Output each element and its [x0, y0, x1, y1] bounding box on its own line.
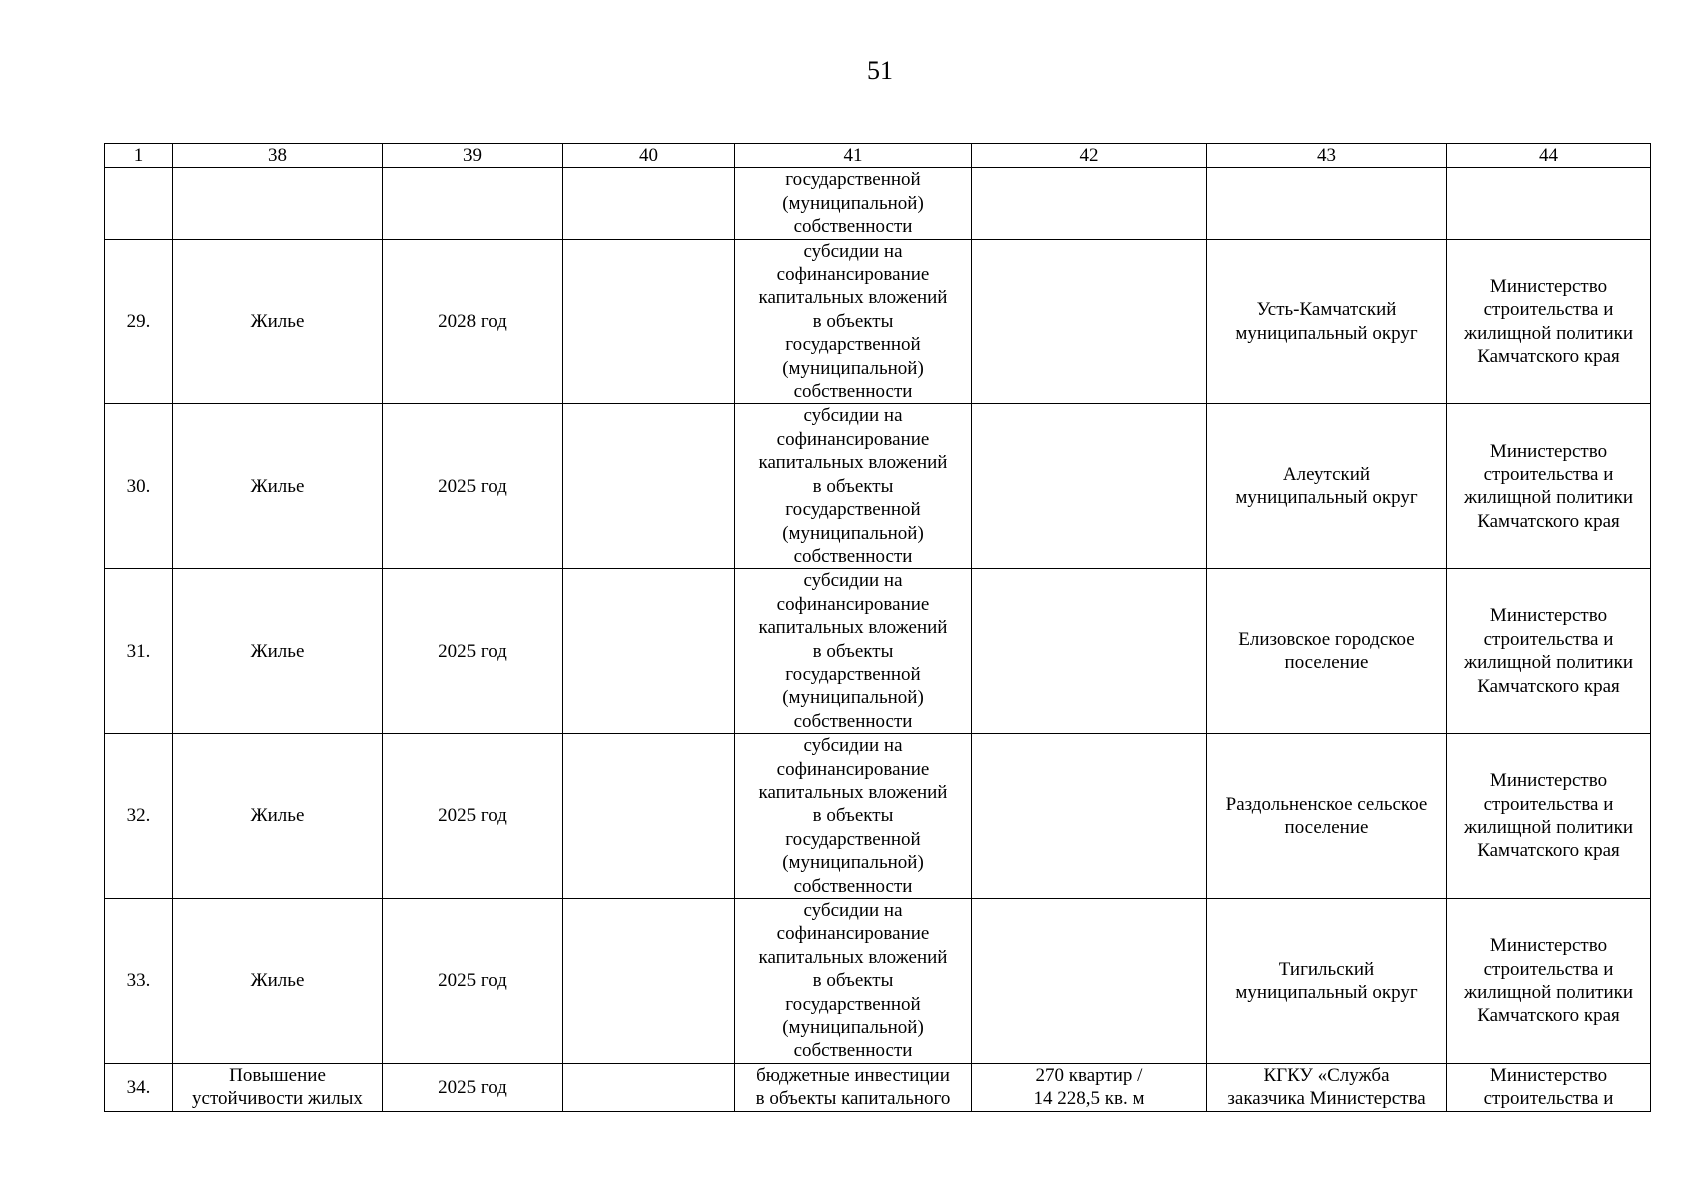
data-table	[104, 143, 1651, 1112]
municipality-cell: Усть-Камчатский муниципальный округ	[1207, 239, 1447, 404]
col40-cell	[563, 569, 735, 734]
table-cell	[563, 168, 735, 239]
header-cell: 40	[563, 144, 735, 168]
municipality-cell: Тигильский муниципальный округ	[1207, 899, 1447, 1064]
row-number: 32.	[105, 734, 173, 899]
header-cell: 44	[1447, 144, 1651, 168]
header-cell: 41	[735, 144, 972, 168]
year-cell: 2028 год	[383, 239, 563, 404]
object-cell: Повышение устойчивости жилых	[173, 1063, 383, 1111]
table-cell	[105, 168, 173, 239]
funding-cell: субсидии на софинансирование капитальных вложений в объекты государственной (муниципальной) собственности	[735, 404, 972, 569]
table-cell	[972, 168, 1207, 239]
table-row	[105, 1063, 1651, 1111]
funding-cell: субсидии на софинансирование капитальных вложений в объекты государственной (муниципальной) собственности	[735, 569, 972, 734]
municipality-cell: Алеутский муниципальный округ	[1207, 404, 1447, 569]
table-cell	[1207, 168, 1447, 239]
page-number: 51	[867, 56, 893, 85]
table-row	[105, 899, 1651, 1064]
col40-cell	[563, 1063, 735, 1111]
table-row-continuation	[105, 168, 1651, 239]
header-cell: 38	[173, 144, 383, 168]
responsible-cell: Министерство строительства и жилищной политики Камчатского края	[1447, 899, 1651, 1064]
col42-cell	[972, 899, 1207, 1064]
year-cell: 2025 год	[383, 404, 563, 569]
col40-cell	[563, 239, 735, 404]
table-header-row	[105, 144, 1651, 168]
year-cell: 2025 год	[383, 734, 563, 899]
table-row	[105, 734, 1651, 899]
year-cell: 2025 год	[383, 899, 563, 1064]
funding-cell: бюджетные инвестиции в объекты капитального	[735, 1063, 972, 1111]
col40-cell	[563, 899, 735, 1064]
municipality-cell: Елизовское городское поселение	[1207, 569, 1447, 734]
row-number: 31.	[105, 569, 173, 734]
table-cell	[383, 168, 563, 239]
row-number: 29.	[105, 239, 173, 404]
responsible-cell: Министерство строительства и жилищной политики Камчатского края	[1447, 734, 1651, 899]
funding-cell: субсидии на софинансирование капитальных вложений в объекты государственной (муниципальной) собственности	[735, 239, 972, 404]
object-cell: Жилье	[173, 239, 383, 404]
col42-cell	[972, 239, 1207, 404]
year-cell: 2025 год	[383, 1063, 563, 1111]
table-cell: государственной (муниципальной) собственности	[735, 168, 972, 239]
funding-cell: субсидии на софинансирование капитальных вложений в объекты государственной (муниципальной) собственности	[735, 899, 972, 1064]
col42-cell	[972, 734, 1207, 899]
municipality-cell: КГКУ «Служба заказчика Министерства	[1207, 1063, 1447, 1111]
col40-cell	[563, 734, 735, 899]
object-cell: Жилье	[173, 404, 383, 569]
col42-cell	[972, 569, 1207, 734]
responsible-cell: Министерство строительства и жилищной политики Камчатского края	[1447, 404, 1651, 569]
row-number: 34.	[105, 1063, 173, 1111]
col42-cell: 270 квартир / 14 228,5 кв. м	[972, 1063, 1207, 1111]
row-number: 33.	[105, 899, 173, 1064]
table-cell	[1447, 168, 1651, 239]
object-cell: Жилье	[173, 569, 383, 734]
table-row	[105, 239, 1651, 404]
header-cell: 1	[105, 144, 173, 168]
table-cell	[173, 168, 383, 239]
table-row	[105, 569, 1651, 734]
responsible-cell: Министерство строительства и	[1447, 1063, 1651, 1111]
year-cell: 2025 год	[383, 569, 563, 734]
col40-cell	[563, 404, 735, 569]
funding-cell: субсидии на софинансирование капитальных вложений в объекты государственной (муниципальной) собственности	[735, 734, 972, 899]
header-cell: 39	[383, 144, 563, 168]
header-cell: 43	[1207, 144, 1447, 168]
responsible-cell: Министерство строительства и жилищной политики Камчатского края	[1447, 569, 1651, 734]
responsible-cell: Министерство строительства и жилищной политики Камчатского края	[1447, 239, 1651, 404]
municipality-cell: Раздольненское сельское поселение	[1207, 734, 1447, 899]
col42-cell	[972, 404, 1207, 569]
object-cell: Жилье	[173, 734, 383, 899]
object-cell: Жилье	[173, 899, 383, 1064]
header-cell: 42	[972, 144, 1207, 168]
table-row	[105, 404, 1651, 569]
row-number: 30.	[105, 404, 173, 569]
